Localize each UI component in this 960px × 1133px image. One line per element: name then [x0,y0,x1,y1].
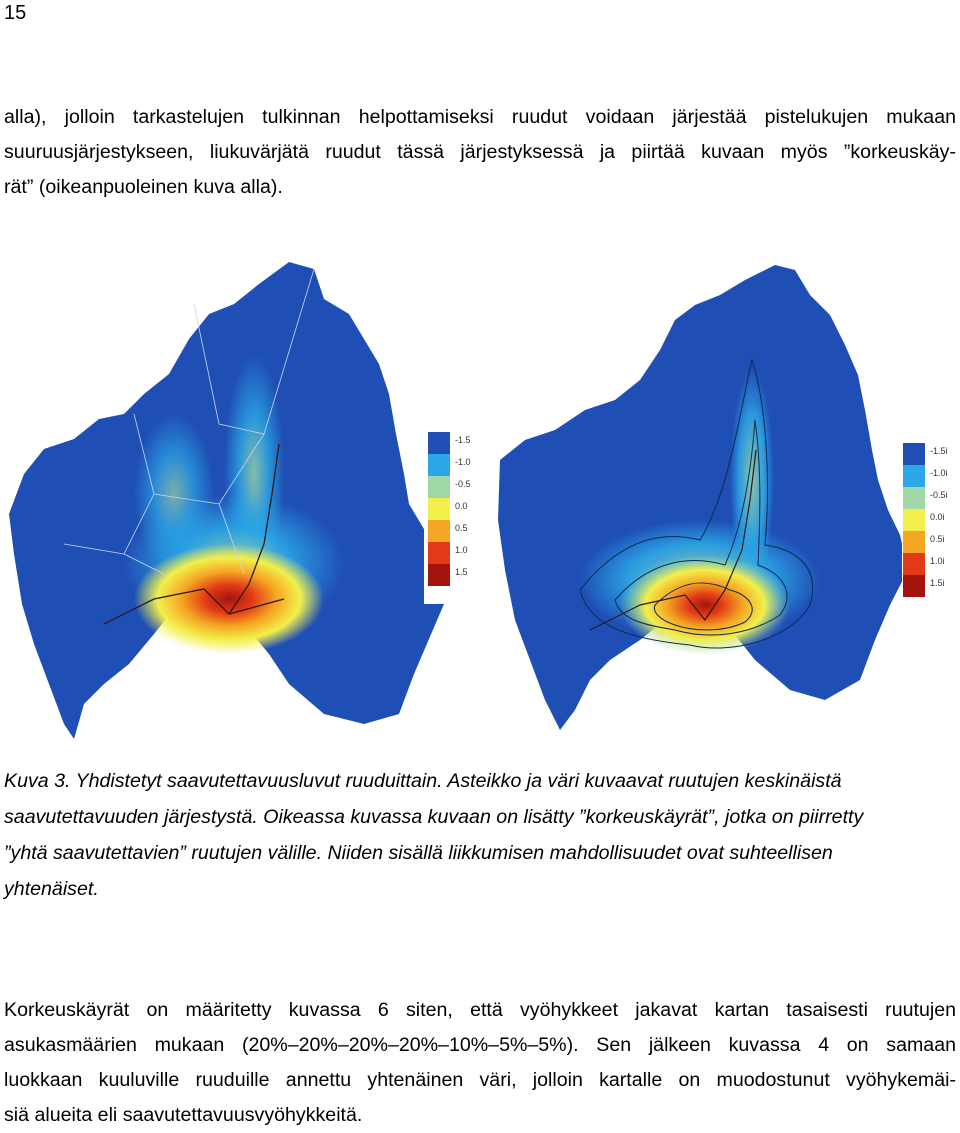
left-map-title [26,274,186,313]
legend-swatch [428,432,450,454]
legend-swatch [903,487,925,509]
legend-swatch [903,509,925,531]
accessibility-maps-figure [0,240,960,750]
legend-swatch [428,520,450,542]
paragraph-line: siä alueita eli saavutettavuusvyöhykkeitä. [4,1104,363,1126]
legend-swatch [428,542,450,564]
intro-paragraph [4,100,956,205]
paragraph-line: rät” (oikeanpuoleinen kuva alla). [4,176,283,198]
legend-item [903,531,960,553]
legend-label: -0.5i [930,490,948,500]
paragraph-line: Korkeuskäyrät on määritetty kuvassa 6 siten, että vyöhykkeet jakavat kartan tasaisesti ruutujen [4,999,956,1021]
logsum-map [4,244,454,744]
paragraph-line: alla), jolloin tarkastelujen tulkinnan helpottamiseksi ruudut voidaan järjestää pistelukujen mukaan [4,106,956,128]
legend-swatch [428,454,450,476]
paragraph-line: suuruusjärjestykseen, liukuvärjätä ruudut tässä järjestyksessä ja piirtää kuvaan myös ”korkeuskäy- [4,141,956,163]
legend-label: 1.5i [930,578,945,588]
legend-swatch [903,553,925,575]
contour-paragraph [4,993,956,1133]
legend-item [903,443,960,465]
caption-line: ”yhtä saavutettavien” ruutujen välille. Niiden sisällä liikkumisen mahdollisuudet ovat suhteellisen [4,842,833,864]
legend-label: -1.0 [455,457,471,467]
legend-item [903,509,960,531]
legend-swatch [903,575,925,597]
legend-label: 1.0 [455,545,468,555]
legend-label: 1.0i [930,556,945,566]
legend-item [903,553,960,575]
legend-label: -1.5 [455,435,471,445]
accessibility-hotspot [134,544,324,654]
region-shape [498,265,908,730]
legend-item [903,465,960,487]
legend-item [428,498,488,520]
legend-label: -1.0i [930,468,948,478]
map-title-line: Kulkutavanvalintamallin logsum [26,274,187,286]
legend-swatch [903,465,925,487]
legend-label: 1.5 [455,567,468,577]
legend-swatch [428,498,450,520]
caption-line: saavutettavuuden järjestystä. Oikeassa kuvassa kuvaan on lisätty ”korkeuskäyrät”, jotka on piirretty [4,806,864,828]
legend-item [428,454,488,476]
legend-item [428,564,488,586]
map-title-line: 2008 [26,300,50,312]
legend-label: 0.0i [930,512,945,522]
figure-caption [4,763,863,907]
legend-item [428,520,488,542]
page-number: 15 [4,2,27,24]
map-title-line: Joukko- ja kevyt liikenne [516,305,640,317]
map-title-line: 2008 [516,318,540,330]
legend-swatch [428,564,450,586]
legend-item [428,432,488,454]
legend-item [428,476,488,498]
map-title-line: Joukko- ja kevyt liikenne [26,287,150,299]
legend-item [903,575,960,597]
legend-item [428,542,488,564]
legend-label: 0.0 [455,501,468,511]
paragraph-line: luokkaan kuuluville ruuduille annettu yhtenäinen väri, jolloin kartalle on muodostunut vyöhykemäi- [4,1069,956,1091]
paragraph-line: asukasmäärien mukaan (20%–20%–20%–20%–10%–5%–5%). Sen jälkeen kuvassa 4 on samaan [4,1034,956,1056]
legend-label: 0.5 [455,523,468,533]
legend-item [903,487,960,509]
legend-label: -0.5 [455,479,471,489]
legend-label: -1.5i [930,446,948,456]
legend-swatch [428,476,450,498]
caption-line: Kuva 3. Yhdistetyt saavutettavuusluvut ruuduittain. Asteikko ja väri kuvaavat ruutujen keskinäistä [4,770,842,792]
right-map-title [516,292,640,331]
caption-line: yhtenäiset. [4,878,99,900]
legend-swatch [903,531,925,553]
map-title-line: Saavutettavuus [516,292,594,304]
accessibility-contour-map [490,260,960,745]
legend-swatch [903,443,925,465]
legend-label: 0.5i [930,534,945,544]
